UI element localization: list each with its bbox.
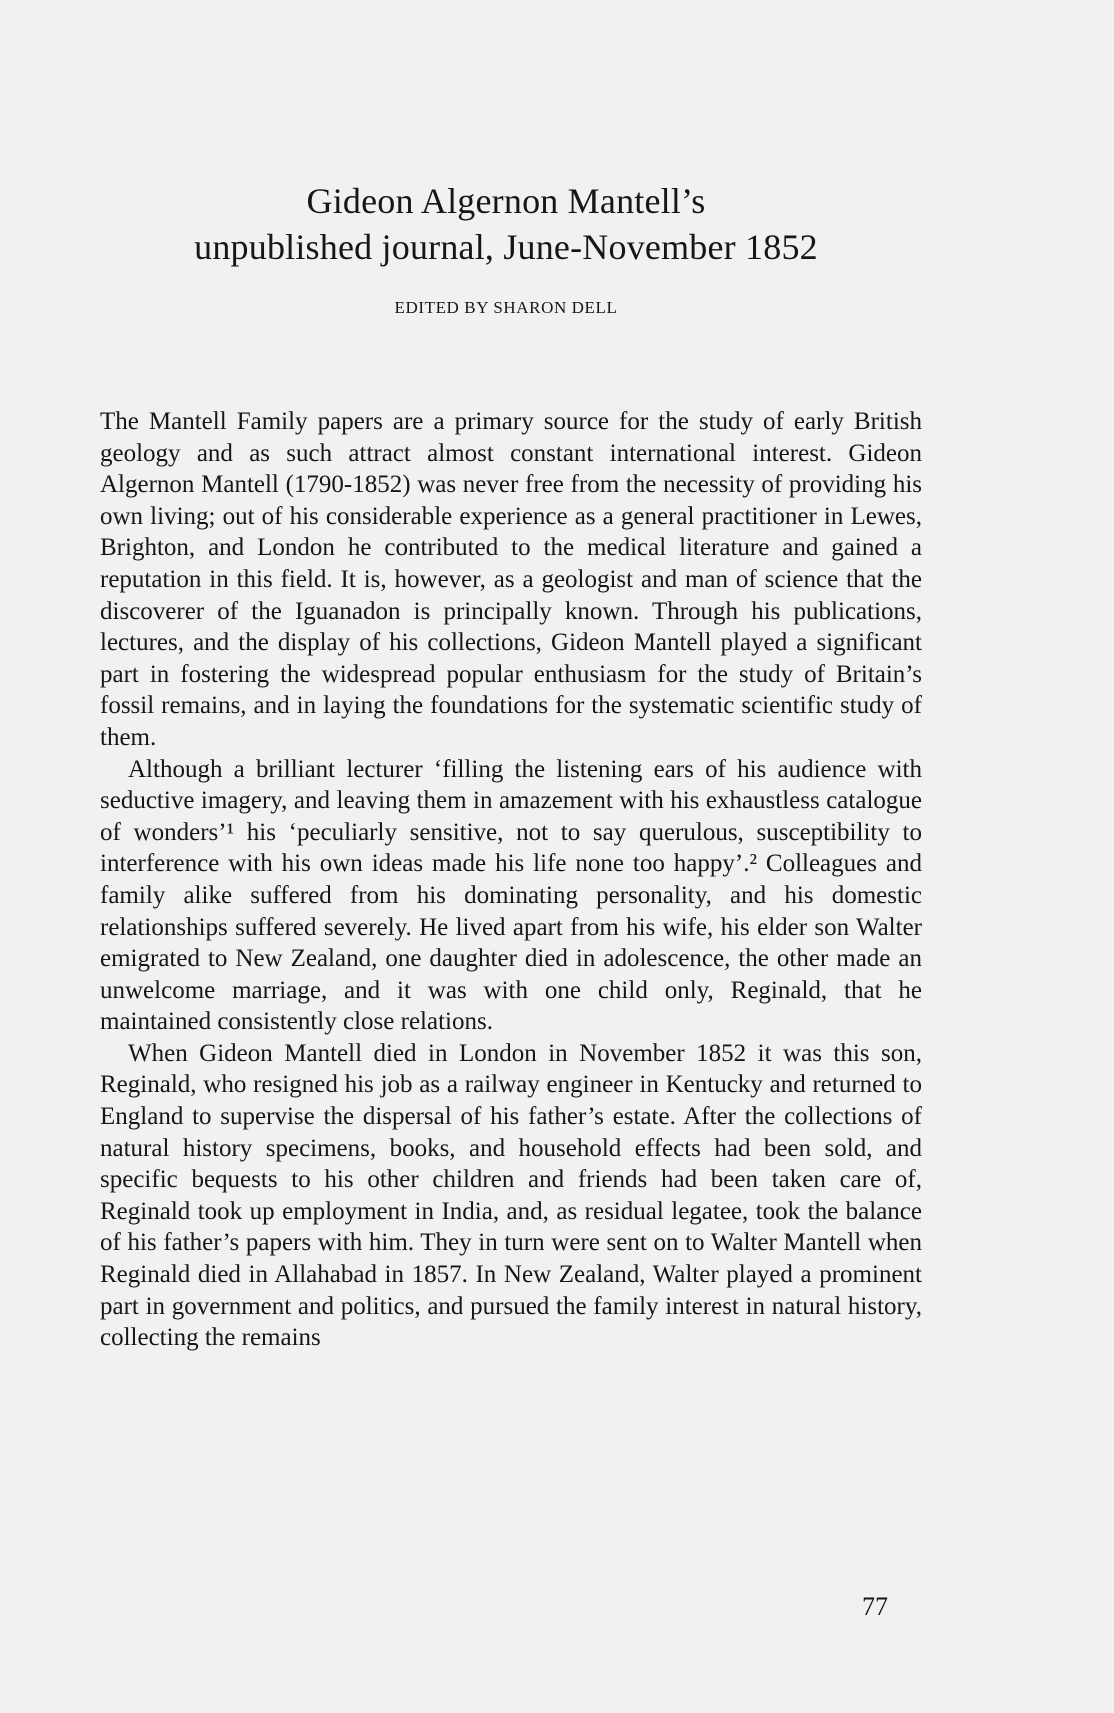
article-body [100,406,922,1354]
body-paragraph-2: Although a brilliant lecturer ‘filling the listening ears of his audience with seductive imagery, and leaving them in amazement with his exhaustless catalogue of wonders’¹ his ‘peculiarly sensitive, not to say querulous, susceptibility to interference with his own ideas made his life none too happy’.² Colleagues and family alike suffered from his dominating personality, and his domestic relationships suffered severely. He lived apart from his wife, his elder son Walter emigrated to New Zealand, one daughter died in adolescence, the other made an unwelcome marriage, and it was with one child only, Reginald, that he maintained consistently close relations. [100,755,922,1036]
page-number: 77 [862,1592,888,1621]
article-byline: EDITED BY SHARON DELL [394,298,618,317]
article-header [90,178,922,318]
body-paragraph-3: When Gideon Mantell died in London in November 1852 it was this son, Reginald, who resigned his job as a railway engineer in Kentucky and returned to England to supervise the dispersal of his father’s estate. After the collections of natural history specimens, books, and household effects had been sold, and specific bequests to his other children and friends had been taken care of, Reginald took up employment in India, and, as residual legatee, took the balance of his father’s papers with him. They in turn were sent on to Walter Mantell when Reginald died in Allahabad in 1857. In New Zealand, Walter played a prominent part in government and politics, and pursued the family interest in natural history, collecting the remains [100,1039,922,1352]
article-title-line-1: Gideon Algernon Mantell’s [306,181,706,221]
article-title-line-2: unpublished journal, June-November 1852 [194,227,818,267]
body-paragraph-1: The Mantell Family papers are a primary source for the study of early British geology and as such attract almost constant international interest. Gideon Algernon Mantell (1790-1852) was never free from the necessity of providing his own living; out of his considerable experience as a general practitioner in Lewes, Brighton, and London he contributed to the medical literature and gained a reputation in this field. It is, however, as a geologist and man of science that the discoverer of the Iguanadon is principally known. Through his publications, lectures, and the display of his collections, Gideon Mantell played a significant part in fostering the widespread popular enthusiasm for the study of Britain’s fossil remains, and in laying the foundations for the systematic scientific study of them. [100,408,922,751]
